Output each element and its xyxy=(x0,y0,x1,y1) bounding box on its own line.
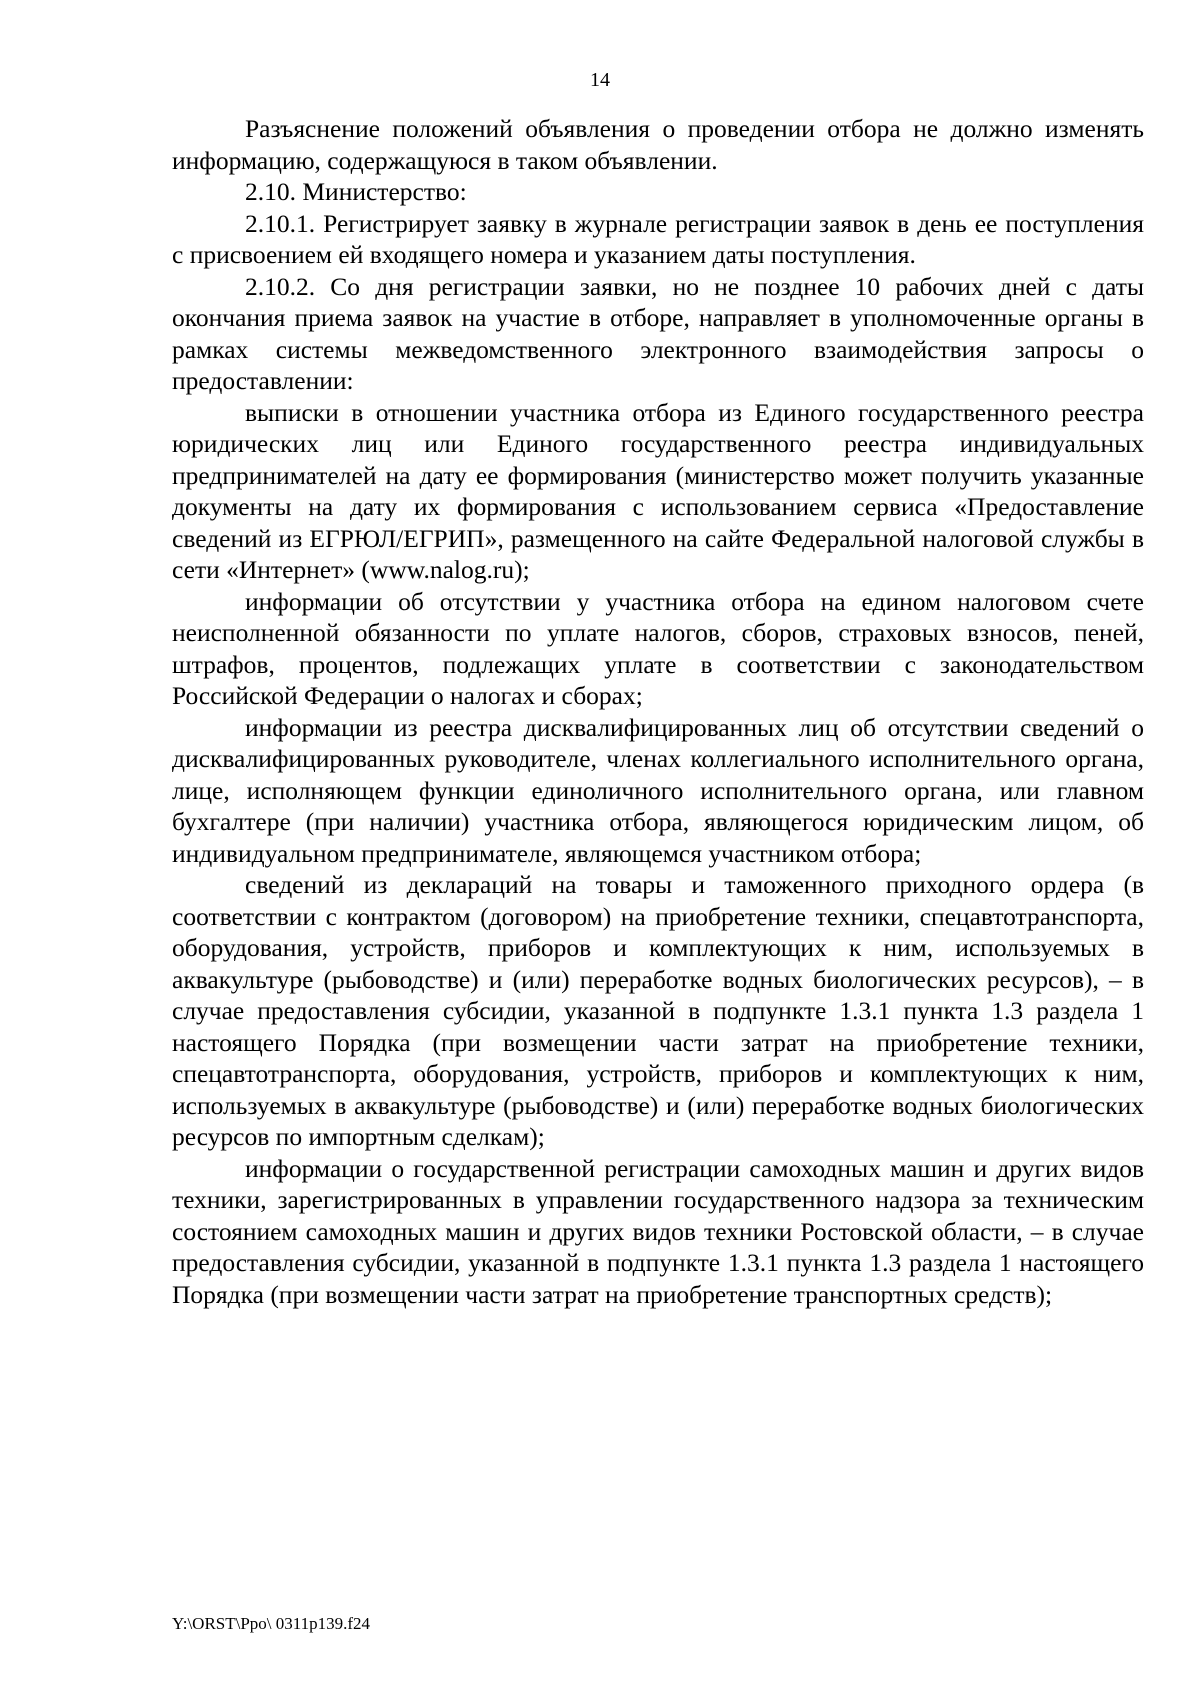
footer-file-path: Y:\ORST\Ppo\ 0311p139.f24 xyxy=(172,1614,371,1633)
paragraph-disqualified-registry: информации из реестра дисквалифицированных лиц об отсутствии сведений о дисквалифицированных руководителе, членах коллегиального исполнительного органа, лице, исполняющем функции единоличного исполнительного органа, или главном бухгалтере (при наличии) участника отбора, являющегося юридическим лицом, об индивидуальном предпринимателе, являющемся участником отбора; xyxy=(172,712,1144,868)
document-body xyxy=(172,113,1144,1310)
paragraph-2-10-2: 2.10.2. Со дня регистрации заявки, но не позднее 10 рабочих дней с даты окончания приема заявок на участие в отборе, направляет в уполномоченные органы в рамках системы межведомственного электронного взаимодействия запросы о предоставлении: xyxy=(172,271,1144,395)
paragraph-customs-declarations: сведений из деклараций на товары и таможенного приходного ордера (в соответствии с контрактом (договором) на приобретение техники, спецавтотранспорта, оборудования, устройств, приборов и комплектующих к ним, используемых в аквакультуре (рыбоводстве) и (или) переработке водных биологических ресурсов), – в случае предоставления субсидии, указанной в подпункте 1.3.1 пункта 1.3 раздела 1 настоящего Порядка (при возмещении части затрат на приобретение техники, спецавтотранспорта, оборудования, устройств, приборов и комплектующих к ним, используемых в аквакультуре (рыбоводстве) и (или) переработке водных биологических ресурсов по импортным сделкам); xyxy=(172,870,1144,1151)
paragraph-clarification: Разъяснение положений объявления о проведении отбора не должно изменять информацию, содержащуюся в таком объявлении. xyxy=(172,114,1144,175)
paragraph-2-10-1: 2.10.1. Регистрирует заявку в журнале регистрации заявок в день ее поступления с присвоением ей входящего номера и указанием даты поступления. xyxy=(172,208,1144,269)
paragraph-egrul-extract: выписки в отношении участника отбора из Единого государственного реестра юридических лиц или Единого государственного реестра индивидуальных предпринимателей на дату ее формирования (министерство может получить указанные документы на дату их формирования с использованием сервиса «Предоставление сведений из ЕГРЮЛ/ЕГРИП», размещенного на сайте Федеральной налоговой службы в сети «Интернет» (www.nalog.ru); xyxy=(172,397,1144,584)
paragraph-2-10-heading: 2.10. Министерство: xyxy=(245,177,467,206)
page-number: 14 xyxy=(590,69,610,91)
paragraph-tax-info: информации об отсутствии у участника отбора на едином налоговом счете неисполненной обязанности по уплате налогов, сборов, страховых взносов, пеней, штрафов, процентов, подлежащих уплате в соответствии с законодательством Российской Федерации о налогах и сборах; xyxy=(172,586,1144,710)
paragraph-vehicle-registration: информации о государственной регистрации самоходных машин и других видов техники, зарегистрированных в управлении государственного надзора за техническим состоянием самоходных машин и других видов техники Ростовской области, – в случае предоставления субсидии, указанной в подпункте 1.3.1 пункта 1.3 раздела 1 настоящего Порядка (при возмещении части затрат на приобретение транспортных средств); xyxy=(172,1153,1144,1309)
